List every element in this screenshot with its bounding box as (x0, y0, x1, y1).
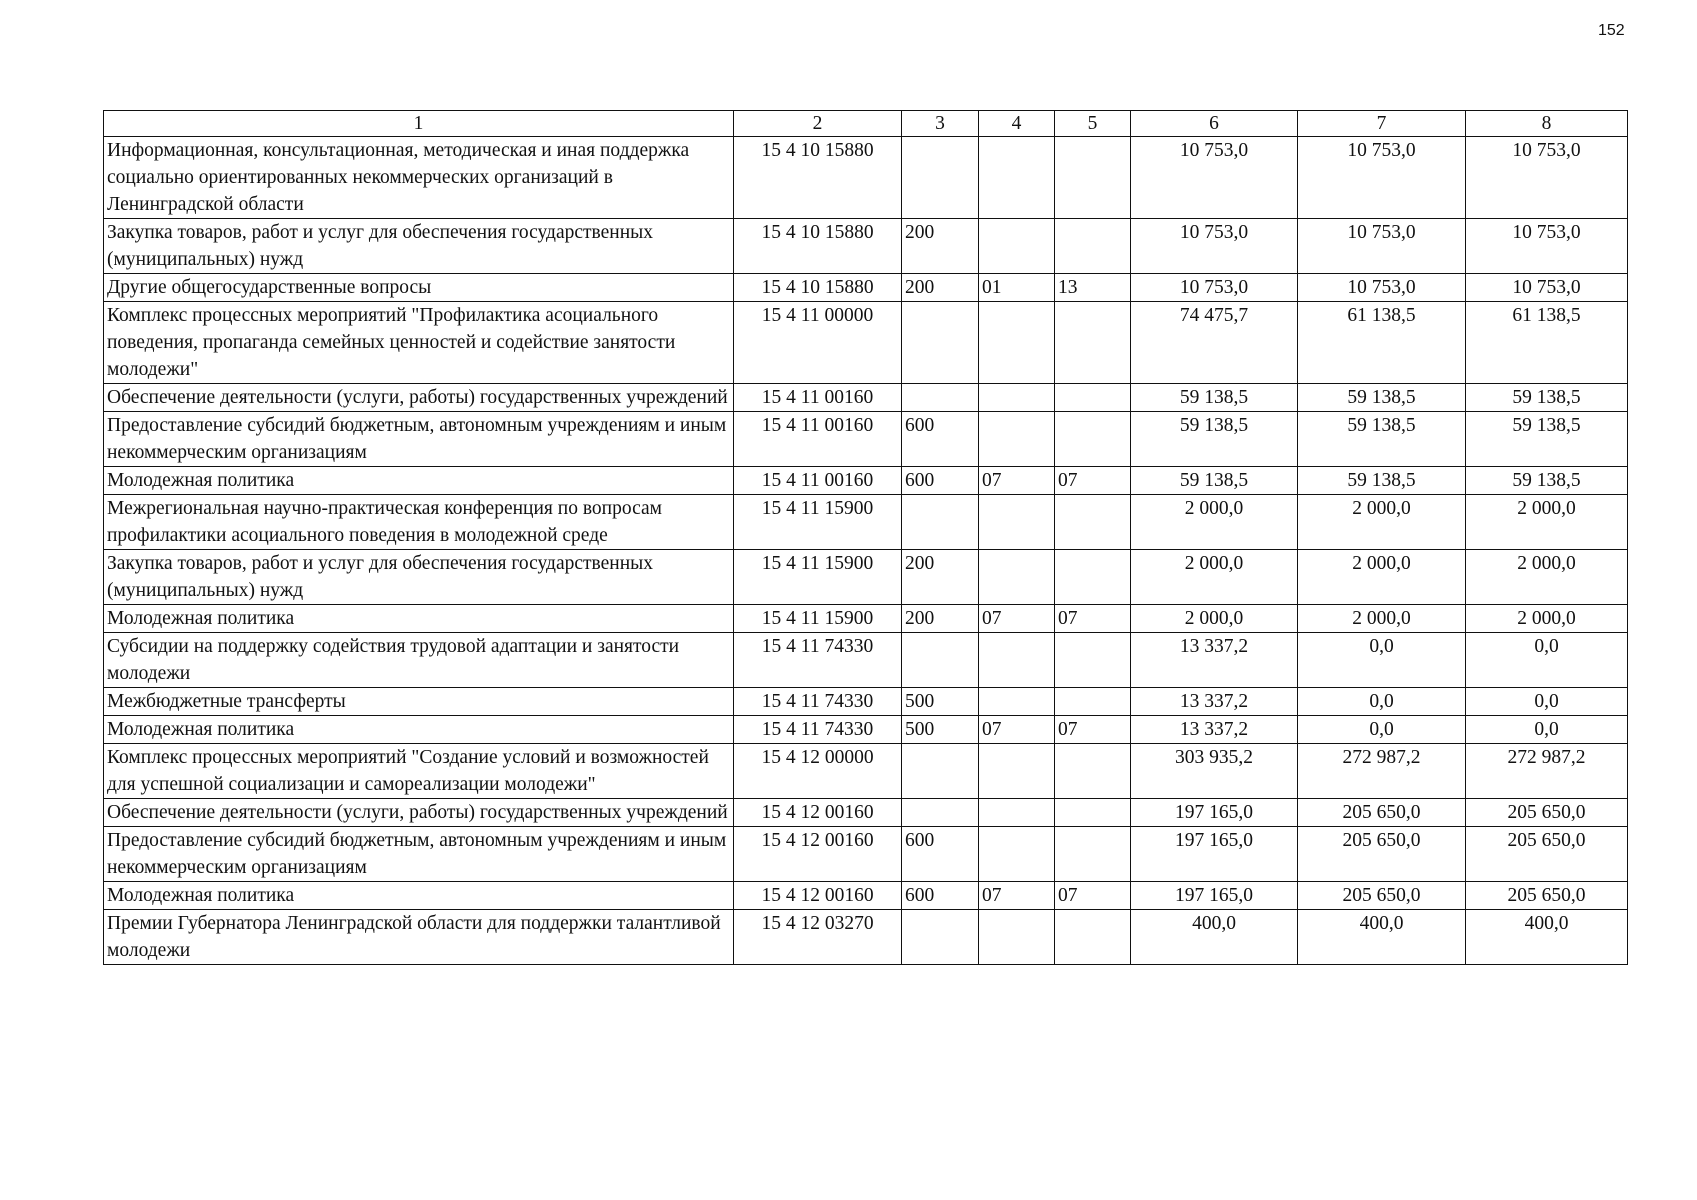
row-col5-cell (1055, 633, 1131, 688)
row-code-cell: 15 4 11 00160 (734, 412, 902, 467)
table-row (104, 302, 1628, 384)
row-name-cell: Закупка товаров, работ и услуг для обеспечения государственных (муниципальных) нужд (104, 219, 734, 274)
row-name-cell: Комплекс процессных мероприятий "Создание условий и возможностей для успешной социализации и самореализации молодежи" (104, 744, 734, 799)
row-col7-value: 10 753,0 (1298, 137, 1466, 219)
row-col7-value: 0,0 (1298, 688, 1466, 716)
column-header: 7 (1298, 111, 1466, 137)
row-name-cell: Субсидии на поддержку содействия трудовой адаптации и занятости молодежи (104, 633, 734, 688)
row-code-cell: 15 4 12 00160 (734, 799, 902, 827)
column-header: 3 (902, 111, 979, 137)
row-col5-cell (1055, 219, 1131, 274)
row-col6-value: 10 753,0 (1131, 274, 1298, 302)
row-col7-value: 61 138,5 (1298, 302, 1466, 384)
row-col4-cell (979, 412, 1055, 467)
column-header: 8 (1466, 111, 1628, 137)
column-header: 1 (104, 111, 734, 137)
row-col4-cell (979, 688, 1055, 716)
row-code-cell: 15 4 11 15900 (734, 495, 902, 550)
row-col5-cell (1055, 799, 1131, 827)
row-col5-cell: 07 (1055, 882, 1131, 910)
row-col8-value: 2 000,0 (1466, 495, 1628, 550)
row-name-cell: Обеспечение деятельности (услуги, работы) государственных учреждений (104, 384, 734, 412)
row-code-cell: 15 4 10 15880 (734, 137, 902, 219)
row-code-cell: 15 4 11 74330 (734, 716, 902, 744)
row-col4-cell: 07 (979, 467, 1055, 495)
table-row (104, 137, 1628, 219)
table-row (104, 219, 1628, 274)
table-row (104, 412, 1628, 467)
row-col5-cell: 07 (1055, 467, 1131, 495)
row-code-cell: 15 4 12 00160 (734, 827, 902, 882)
row-col7-value: 400,0 (1298, 910, 1466, 965)
row-col8-value: 59 138,5 (1466, 412, 1628, 467)
table-row (104, 274, 1628, 302)
row-col8-value: 0,0 (1466, 633, 1628, 688)
row-name-cell: Информационная, консультационная, методическая и иная поддержка социально ориентированных некоммерческих организаций в Ленинградской области (104, 137, 734, 219)
table-row (104, 495, 1628, 550)
row-col3-cell: 200 (902, 550, 979, 605)
row-col7-value: 0,0 (1298, 633, 1466, 688)
row-col6-value: 197 165,0 (1131, 882, 1298, 910)
row-code-cell: 15 4 11 00000 (734, 302, 902, 384)
row-col5-cell (1055, 137, 1131, 219)
row-col8-value: 400,0 (1466, 910, 1628, 965)
page-number: 152 (1598, 22, 1625, 39)
row-col4-cell (979, 219, 1055, 274)
row-col3-cell (902, 384, 979, 412)
row-col6-value: 303 935,2 (1131, 744, 1298, 799)
row-col3-cell (902, 744, 979, 799)
column-header: 5 (1055, 111, 1131, 137)
row-col8-value: 10 753,0 (1466, 137, 1628, 219)
row-code-cell: 15 4 10 15880 (734, 219, 902, 274)
row-col6-value: 13 337,2 (1131, 688, 1298, 716)
row-col5-cell: 07 (1055, 716, 1131, 744)
row-col7-value: 205 650,0 (1298, 882, 1466, 910)
row-name-cell: Молодежная политика (104, 882, 734, 910)
row-col3-cell: 600 (902, 412, 979, 467)
row-col5-cell (1055, 827, 1131, 882)
row-col5-cell: 13 (1055, 274, 1131, 302)
row-col5-cell: 07 (1055, 605, 1131, 633)
row-col4-cell (979, 799, 1055, 827)
row-code-cell: 15 4 11 00160 (734, 384, 902, 412)
row-col4-cell: 07 (979, 716, 1055, 744)
row-name-cell: Комплекс процессных мероприятий "Профилактика асоциального поведения, пропаганда семейных ценностей и содействие занятости молодежи" (104, 302, 734, 384)
row-col7-value: 59 138,5 (1298, 412, 1466, 467)
row-col8-value: 59 138,5 (1466, 467, 1628, 495)
row-col8-value: 0,0 (1466, 716, 1628, 744)
row-col7-value: 205 650,0 (1298, 827, 1466, 882)
row-col6-value: 59 138,5 (1131, 384, 1298, 412)
row-col6-value: 10 753,0 (1131, 137, 1298, 219)
row-code-cell: 15 4 11 74330 (734, 633, 902, 688)
row-col5-cell (1055, 910, 1131, 965)
row-col8-value: 0,0 (1466, 688, 1628, 716)
row-name-cell: Межбюджетные трансферты (104, 688, 734, 716)
column-header: 6 (1131, 111, 1298, 137)
row-col3-cell (902, 137, 979, 219)
row-col4-cell (979, 384, 1055, 412)
row-col5-cell (1055, 744, 1131, 799)
row-code-cell: 15 4 11 00160 (734, 467, 902, 495)
row-code-cell: 15 4 10 15880 (734, 274, 902, 302)
row-col7-value: 2 000,0 (1298, 605, 1466, 633)
row-col3-cell: 500 (902, 716, 979, 744)
row-col7-value: 272 987,2 (1298, 744, 1466, 799)
row-col3-cell (902, 495, 979, 550)
row-col3-cell (902, 633, 979, 688)
row-col6-value: 400,0 (1131, 910, 1298, 965)
row-col8-value: 10 753,0 (1466, 274, 1628, 302)
row-col7-value: 0,0 (1298, 716, 1466, 744)
row-name-cell: Межрегиональная научно-практическая конференция по вопросам профилактики асоциального поведения в молодежной среде (104, 495, 734, 550)
row-col3-cell: 600 (902, 827, 979, 882)
table-header (104, 111, 1628, 137)
row-col8-value: 61 138,5 (1466, 302, 1628, 384)
row-col5-cell (1055, 412, 1131, 467)
row-col4-cell (979, 495, 1055, 550)
row-col3-cell: 600 (902, 467, 979, 495)
row-col4-cell: 01 (979, 274, 1055, 302)
table-row (104, 688, 1628, 716)
row-col4-cell (979, 302, 1055, 384)
column-header: 4 (979, 111, 1055, 137)
row-col6-value: 74 475,7 (1131, 302, 1298, 384)
table-row (104, 467, 1628, 495)
row-col3-cell (902, 302, 979, 384)
row-name-cell: Молодежная политика (104, 716, 734, 744)
row-col6-value: 13 337,2 (1131, 633, 1298, 688)
row-col8-value: 205 650,0 (1466, 882, 1628, 910)
row-name-cell: Обеспечение деятельности (услуги, работы) государственных учреждений (104, 799, 734, 827)
row-col7-value: 10 753,0 (1298, 219, 1466, 274)
row-code-cell: 15 4 12 00000 (734, 744, 902, 799)
row-col3-cell: 500 (902, 688, 979, 716)
row-col5-cell (1055, 384, 1131, 412)
table-row (104, 716, 1628, 744)
row-col8-value: 10 753,0 (1466, 219, 1628, 274)
table-row (104, 550, 1628, 605)
row-name-cell: Премии Губернатора Ленинградской области для поддержки талантливой молодежи (104, 910, 734, 965)
row-col5-cell (1055, 495, 1131, 550)
row-name-cell: Предоставление субсидий бюджетным, автономным учреждениям и иным некоммерческим организациям (104, 827, 734, 882)
row-col8-value: 2 000,0 (1466, 605, 1628, 633)
row-col4-cell (979, 550, 1055, 605)
row-col3-cell: 200 (902, 219, 979, 274)
column-header: 2 (734, 111, 902, 137)
budget-table (103, 110, 1628, 965)
row-col6-value: 59 138,5 (1131, 412, 1298, 467)
row-col5-cell (1055, 302, 1131, 384)
row-name-cell: Закупка товаров, работ и услуг для обеспечения государственных (муниципальных) нужд (104, 550, 734, 605)
table-row (104, 605, 1628, 633)
row-col6-value: 2 000,0 (1131, 550, 1298, 605)
row-col6-value: 197 165,0 (1131, 827, 1298, 882)
row-name-cell: Предоставление субсидий бюджетным, автономным учреждениям и иным некоммерческим организациям (104, 412, 734, 467)
row-col3-cell: 200 (902, 605, 979, 633)
table-row (104, 744, 1628, 799)
row-col7-value: 59 138,5 (1298, 467, 1466, 495)
row-col3-cell (902, 799, 979, 827)
table-row (104, 827, 1628, 882)
table-row (104, 799, 1628, 827)
row-code-cell: 15 4 11 15900 (734, 550, 902, 605)
row-col7-value: 205 650,0 (1298, 799, 1466, 827)
row-col6-value: 2 000,0 (1131, 605, 1298, 633)
row-col4-cell (979, 744, 1055, 799)
row-col3-cell (902, 910, 979, 965)
row-col5-cell (1055, 688, 1131, 716)
header-row (104, 111, 1628, 137)
row-col6-value: 10 753,0 (1131, 219, 1298, 274)
row-col8-value: 205 650,0 (1466, 799, 1628, 827)
row-col4-cell: 07 (979, 882, 1055, 910)
table-row (104, 882, 1628, 910)
table-body (104, 137, 1628, 965)
row-col8-value: 59 138,5 (1466, 384, 1628, 412)
row-col6-value: 197 165,0 (1131, 799, 1298, 827)
row-col8-value: 272 987,2 (1466, 744, 1628, 799)
table-row (104, 633, 1628, 688)
row-name-cell: Молодежная политика (104, 467, 734, 495)
row-col3-cell: 200 (902, 274, 979, 302)
table-row (104, 384, 1628, 412)
row-col4-cell (979, 137, 1055, 219)
row-col6-value: 2 000,0 (1131, 495, 1298, 550)
row-code-cell: 15 4 11 15900 (734, 605, 902, 633)
row-col7-value: 10 753,0 (1298, 274, 1466, 302)
row-col4-cell (979, 827, 1055, 882)
row-code-cell: 15 4 12 00160 (734, 882, 902, 910)
row-col4-cell: 07 (979, 605, 1055, 633)
row-col8-value: 205 650,0 (1466, 827, 1628, 882)
row-col7-value: 59 138,5 (1298, 384, 1466, 412)
row-col7-value: 2 000,0 (1298, 550, 1466, 605)
row-col4-cell (979, 910, 1055, 965)
row-col7-value: 2 000,0 (1298, 495, 1466, 550)
row-code-cell: 15 4 11 74330 (734, 688, 902, 716)
row-col3-cell: 600 (902, 882, 979, 910)
table-row (104, 910, 1628, 965)
row-name-cell: Молодежная политика (104, 605, 734, 633)
row-col5-cell (1055, 550, 1131, 605)
row-col8-value: 2 000,0 (1466, 550, 1628, 605)
row-col4-cell (979, 633, 1055, 688)
row-col6-value: 13 337,2 (1131, 716, 1298, 744)
row-name-cell: Другие общегосударственные вопросы (104, 274, 734, 302)
row-code-cell: 15 4 12 03270 (734, 910, 902, 965)
row-col6-value: 59 138,5 (1131, 467, 1298, 495)
